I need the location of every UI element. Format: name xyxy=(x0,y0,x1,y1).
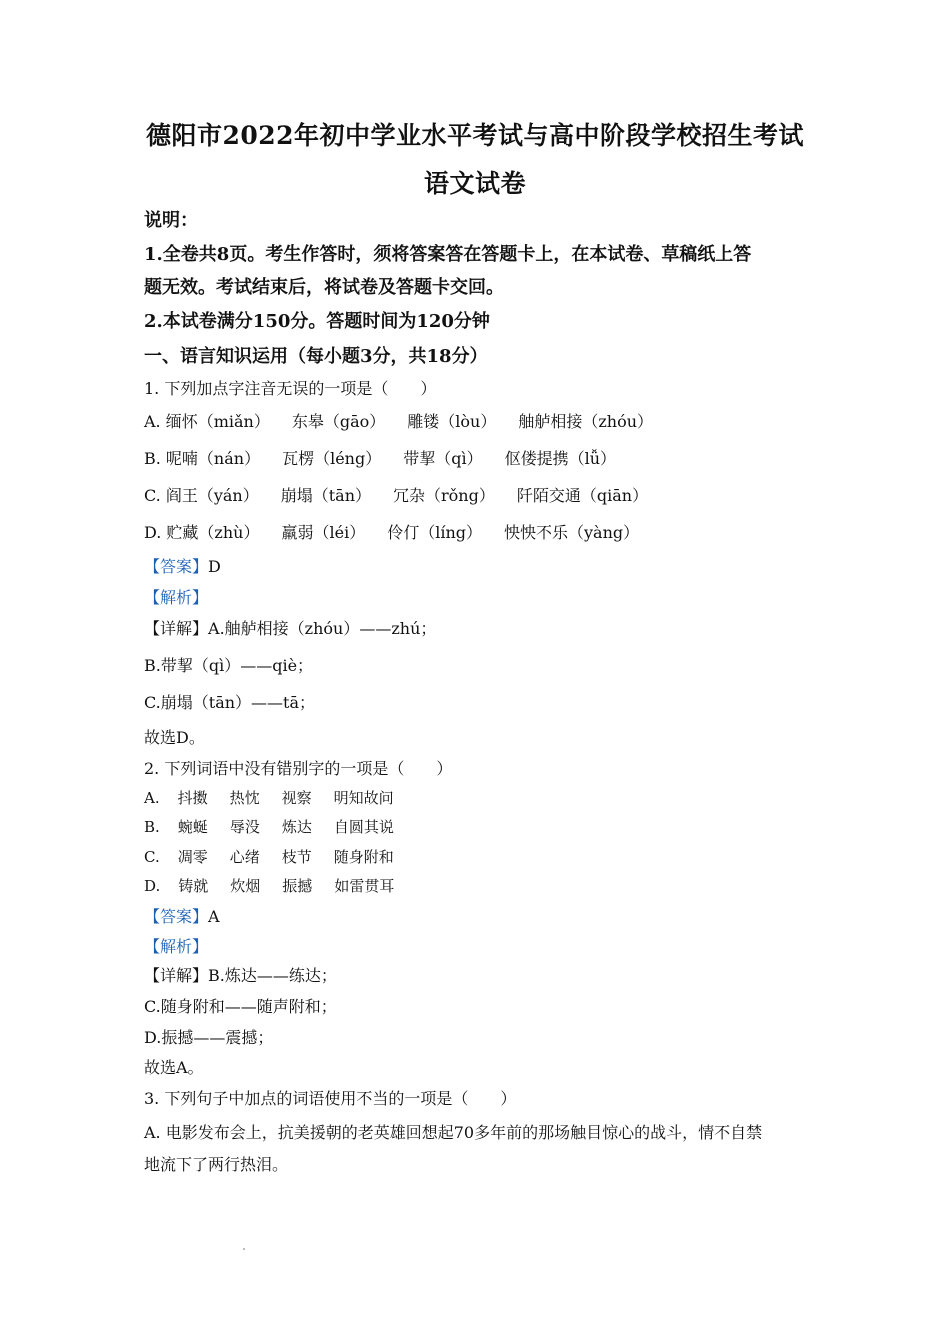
q1-detail-1 xyxy=(144,616,436,639)
q2-a-letter: A. xyxy=(144,789,160,807)
q1-b-word-1: B. 呢喃（nán） xyxy=(144,449,261,468)
q1-c-word-1: C. 阎王（yán） xyxy=(144,486,259,505)
q2-d-letter: D. xyxy=(144,877,161,895)
q2-answer-tag: 【答案】 xyxy=(144,907,209,926)
q2-c-word-3: 枝节 xyxy=(281,848,312,866)
q2-b-word-1: 蜿蜒 xyxy=(177,818,208,836)
q1-a-word-2: 东皋（gāo） xyxy=(291,412,386,431)
q1-detail-4: 故选D。 xyxy=(144,728,205,747)
q2-c-letter: C. xyxy=(144,848,160,866)
q2-analysis-tag: 【解析】 xyxy=(144,937,209,956)
q1-c-word-4: 阡陌交通（qiān） xyxy=(516,486,649,505)
q2-detail-3: D.振撼——震撼； xyxy=(144,1028,274,1047)
q1-b-word-3: 带挈（qì） xyxy=(403,449,483,468)
q1-answer xyxy=(144,554,221,577)
section-heading: 一、语言知识运用（每小题3分，共18分） xyxy=(144,346,488,367)
q1-a-word-3: 雕镂（lòu） xyxy=(407,412,497,431)
q1-option-c xyxy=(144,483,670,506)
q3-stem: 3. 下列句子中加点的词语使用不当的一项是（ ） xyxy=(144,1089,517,1108)
page-speck xyxy=(243,1248,245,1250)
q1-detail-text-1: A.舳舻相接（zhóu）——zhú； xyxy=(208,619,437,638)
q2-detail-tag: 【详解】 xyxy=(144,966,209,985)
q1-option-d xyxy=(144,520,661,543)
q2-answer xyxy=(144,904,220,927)
q2-b-word-2: 辱没 xyxy=(229,818,260,836)
q2-detail-2: C.随身附和——随声附和； xyxy=(144,997,337,1016)
q2-a-word-2: 热忱 xyxy=(229,789,260,807)
q2-answer-value: A xyxy=(208,907,220,926)
q1-d-word-2: 羸弱（léi） xyxy=(281,523,366,542)
q2-a-word-1: 抖擞 xyxy=(177,789,208,807)
q2-b-letter: B. xyxy=(144,818,160,836)
q1-a-word-4: 舳舻相接（zhóu） xyxy=(518,412,654,431)
q1-d-word-1: D. 贮藏（zhù） xyxy=(144,523,260,542)
q1-analysis-tag: 【解析】 xyxy=(144,588,209,607)
q2-d-word-2: 炊烟 xyxy=(230,877,261,895)
q1-b-word-2: 瓦楞（léng） xyxy=(282,449,382,468)
q2-option-d xyxy=(144,875,416,896)
exam-title: 德阳市2022年初中学业水平考试与高中阶段学校招生考试 xyxy=(145,121,805,150)
q1-d-word-4: 怏怏不乐（yàng） xyxy=(504,523,640,542)
q1-c-word-2: 崩塌（tān） xyxy=(280,486,372,505)
q1-detail-2: B.带挈（qì）——qiè； xyxy=(144,656,314,675)
q1-detail-tag: 【详解】 xyxy=(144,619,209,638)
q1-answer-value: D xyxy=(208,557,221,576)
instruction-item-1b: 题无效。考试结束后，将试卷及答题卡交回。 xyxy=(144,277,504,298)
q2-c-word-4: 随身附和 xyxy=(333,848,394,866)
q2-detail-text-1: B.炼达——练达； xyxy=(208,966,337,985)
q2-a-word-4: 明知故问 xyxy=(333,789,394,807)
q2-c-word-1: 凋零 xyxy=(177,848,208,866)
q2-option-b xyxy=(144,816,416,837)
q2-a-word-3: 视察 xyxy=(281,789,312,807)
instructions-heading: 说明： xyxy=(144,210,198,231)
q2-d-word-3: 振撼 xyxy=(282,877,313,895)
q1-option-a xyxy=(144,409,675,432)
q1-option-b xyxy=(144,446,638,469)
q1-detail-3: C.崩塌（tān）——tā； xyxy=(144,693,316,712)
q2-stem: 2. 下列词语中没有错别字的一项是（ ） xyxy=(144,759,453,778)
instruction-item-1a: 1.全卷共8页。考生作答时，须将答案答在答题卡上，在本试卷、草稿纸上答 xyxy=(144,244,752,265)
q2-option-c xyxy=(144,846,416,867)
q3-option-a-line-1: A. 电影发布会上，抗美援朝的老英雄回想起70多年前的那场触目惊心的战斗，情不自禁 xyxy=(144,1123,763,1142)
q1-c-word-3: 冗杂（rǒng） xyxy=(393,486,495,505)
q2-c-word-2: 心绪 xyxy=(229,848,260,866)
q2-d-word-1: 铸就 xyxy=(178,877,209,895)
q1-stem: 1. 下列加点字注音无误的一项是（ ） xyxy=(144,379,437,398)
q1-d-word-3: 伶仃（líng） xyxy=(387,523,482,542)
q1-b-word-4: 伛偻提携（lǚ） xyxy=(504,449,617,468)
q2-d-word-4: 如雷贯耳 xyxy=(334,877,395,895)
q1-answer-tag: 【答案】 xyxy=(144,557,209,576)
q2-b-word-3: 炼达 xyxy=(281,818,312,836)
q2-option-a xyxy=(144,787,416,808)
q2-detail-1 xyxy=(144,963,337,986)
exam-subtitle: 语文试卷 xyxy=(423,169,526,198)
q1-a-word-1: A. 缅怀（miǎn） xyxy=(144,412,270,431)
q2-detail-4: 故选A。 xyxy=(144,1058,204,1077)
q3-option-a-line-2: 地流下了两行热泪。 xyxy=(144,1155,289,1174)
instruction-item-2: 2.本试卷满分150分。答题时间为120分钟 xyxy=(144,311,490,332)
q2-b-word-4: 自圆其说 xyxy=(333,818,394,836)
